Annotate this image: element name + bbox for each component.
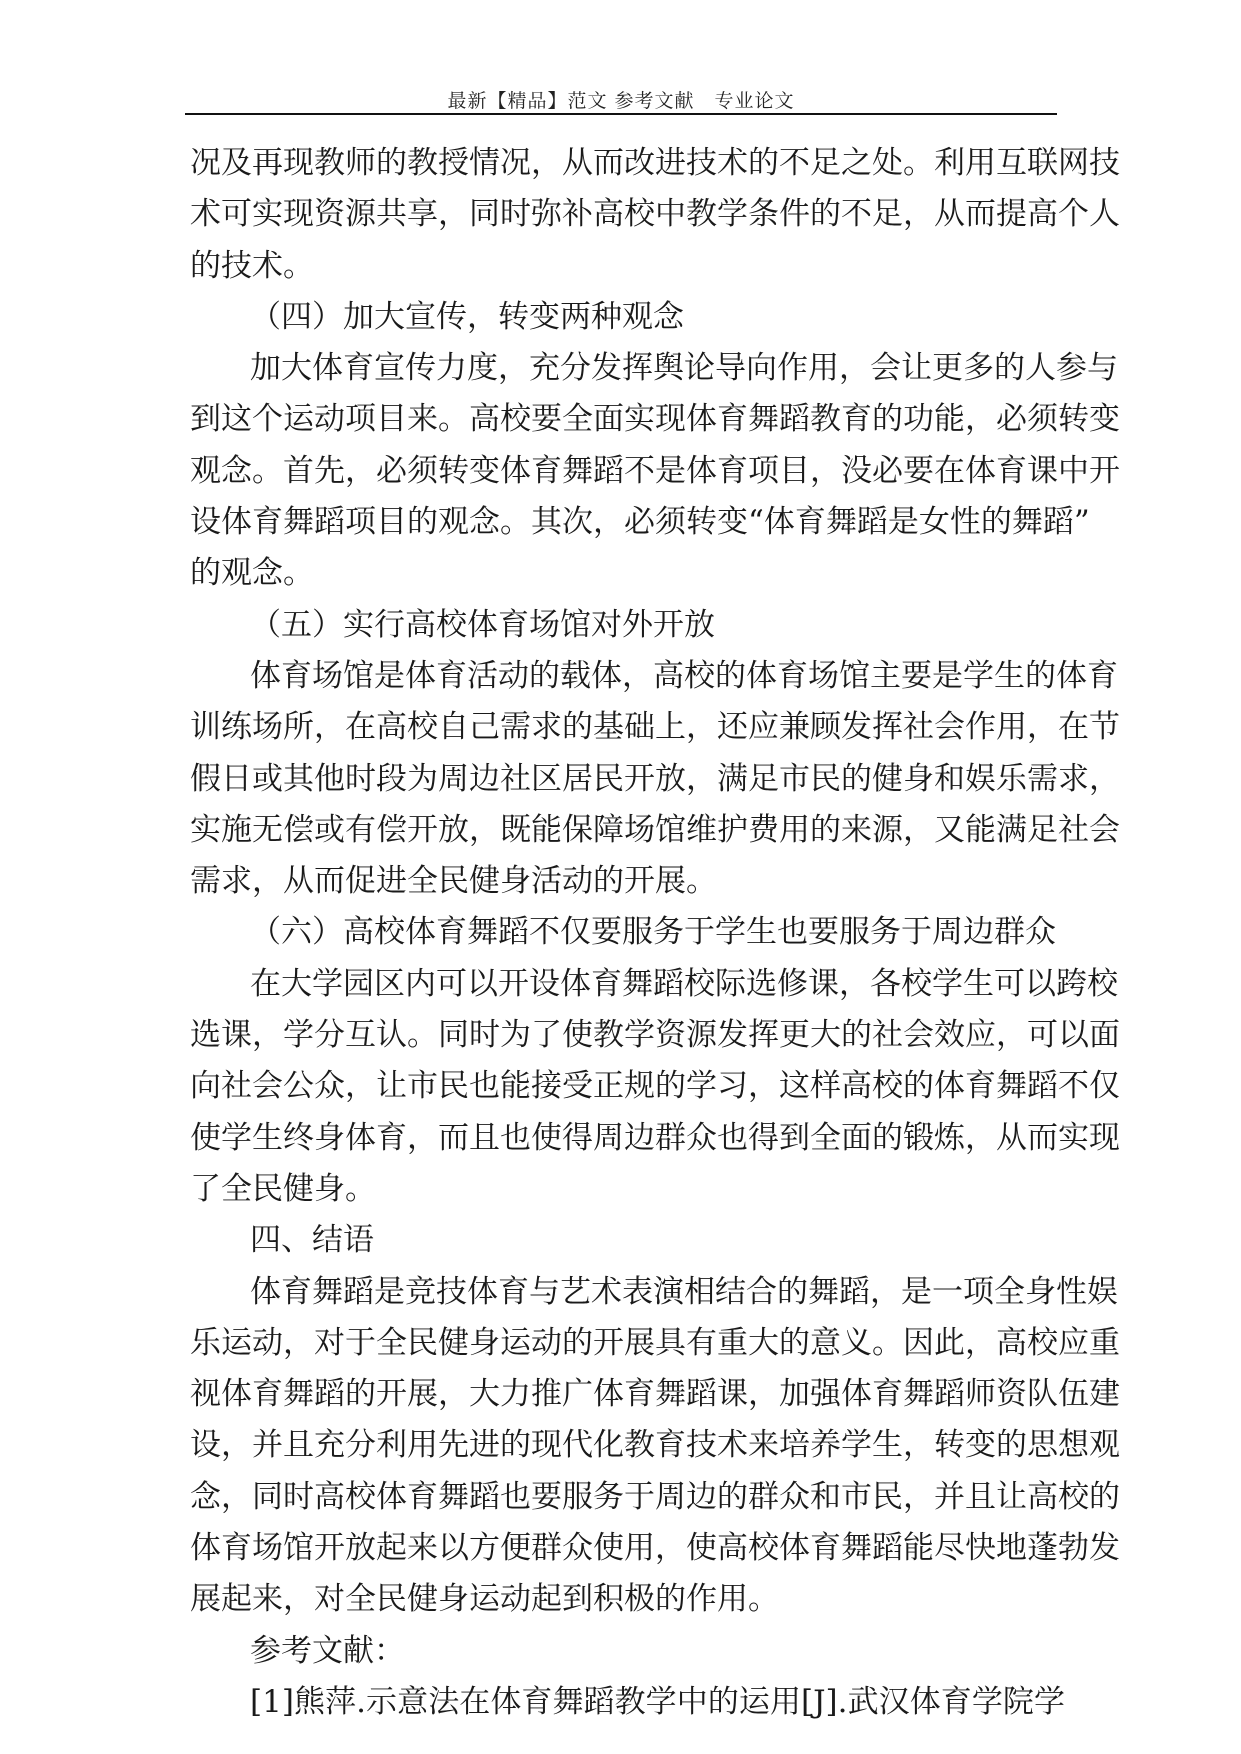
text-line: 乐运动，对于全民健身运动的开展具有重大的意义。因此，高校应重 — [190, 1324, 1120, 1361]
text-line: 假日或其他时段为周边社区居民开放，满足市民的健身和娱乐需求， — [190, 760, 1120, 797]
text-line: 使学生终身体育，而且也使得周边群众也得到全面的锻炼，从而实现 — [190, 1119, 1120, 1156]
document-body — [190, 138, 1120, 1728]
text-line: 展起来，对全民健身运动起到积极的作用。 — [190, 1581, 779, 1618]
text-line: 了全民健身。 — [190, 1170, 376, 1207]
text-line: （六）高校体育舞蹈不仅要服务于学生也要服务于周边群众 — [250, 914, 1056, 951]
text-line: 到这个运动项目来。高校要全面实现体育舞蹈教育的功能，必须转变 — [190, 401, 1120, 438]
text-line: 训练场所，在高校自己需求的基础上，还应兼顾发挥社会作用，在节 — [190, 709, 1120, 746]
text-line: 实施无偿或有偿开放，既能保障场馆维护费用的来源，又能满足社会 — [190, 811, 1120, 848]
text-line: 的观念。 — [190, 555, 314, 592]
text-line: 参考文献： — [250, 1632, 405, 1669]
header-divider — [185, 113, 1057, 115]
text-line: 在大学园区内可以开设体育舞蹈校际选修课，各校学生可以跨校 — [250, 965, 1118, 1002]
text-line: 设，并且充分利用先进的现代化教育技术来培养学生，转变的思想观 — [190, 1427, 1120, 1464]
text-line: 体育场馆是体育活动的载体，高校的体育场馆主要是学生的体育 — [250, 657, 1118, 694]
text-line: 体育舞蹈是竞技体育与艺术表演相结合的舞蹈，是一项全身性娱 — [250, 1273, 1118, 1310]
text-line: （四）加大宣传，转变两种观念 — [250, 298, 684, 335]
text-line: 向社会公众，让市民也能接受正规的学习，这样高校的体育舞蹈不仅 — [190, 1068, 1120, 1105]
text-line: 的技术。 — [190, 247, 314, 284]
text-line: 需求，从而促进全民健身活动的开展。 — [190, 863, 717, 900]
text-line: 设体育舞蹈项目的观念。其次，必须转变“体育舞蹈是女性的舞蹈” — [190, 504, 1090, 541]
text-line: 观念。首先，必须转变体育舞蹈不是体育项目，没必要在体育课中开 — [190, 452, 1120, 489]
text-line: 加大体育宣传力度，充分发挥舆论导向作用，会让更多的人参与 — [250, 350, 1118, 387]
text-line: [1]熊萍.示意法在体育舞蹈教学中的运用[J].武汉体育学院学 — [250, 1683, 1065, 1720]
text-line: 选课，学分互认。同时为了使教学资源发挥更大的社会效应，可以面 — [190, 1017, 1120, 1054]
text-line: 术可实现资源共享，同时弥补高校中教学条件的不足，从而提高个人 — [190, 196, 1120, 233]
text-line: 念，同时高校体育舞蹈也要服务于周边的群众和市民，并且让高校的 — [190, 1478, 1120, 1515]
text-line: （五）实行高校体育场馆对外开放 — [250, 606, 715, 643]
text-line: 视体育舞蹈的开展，大力推广体育舞蹈课，加强体育舞蹈师资队伍建 — [190, 1376, 1120, 1413]
text-line: 况及再现教师的教授情况，从而改进技术的不足之处。利用互联网技 — [190, 145, 1120, 181]
text-line: 体育场馆开放起来以方便群众使用，使高校体育舞蹈能尽快地蓬勃发 — [190, 1530, 1120, 1567]
text-line: 四、结语 — [250, 1222, 374, 1259]
page-header: 最新【精品】范文 参考文献 专业论文 — [447, 90, 795, 112]
